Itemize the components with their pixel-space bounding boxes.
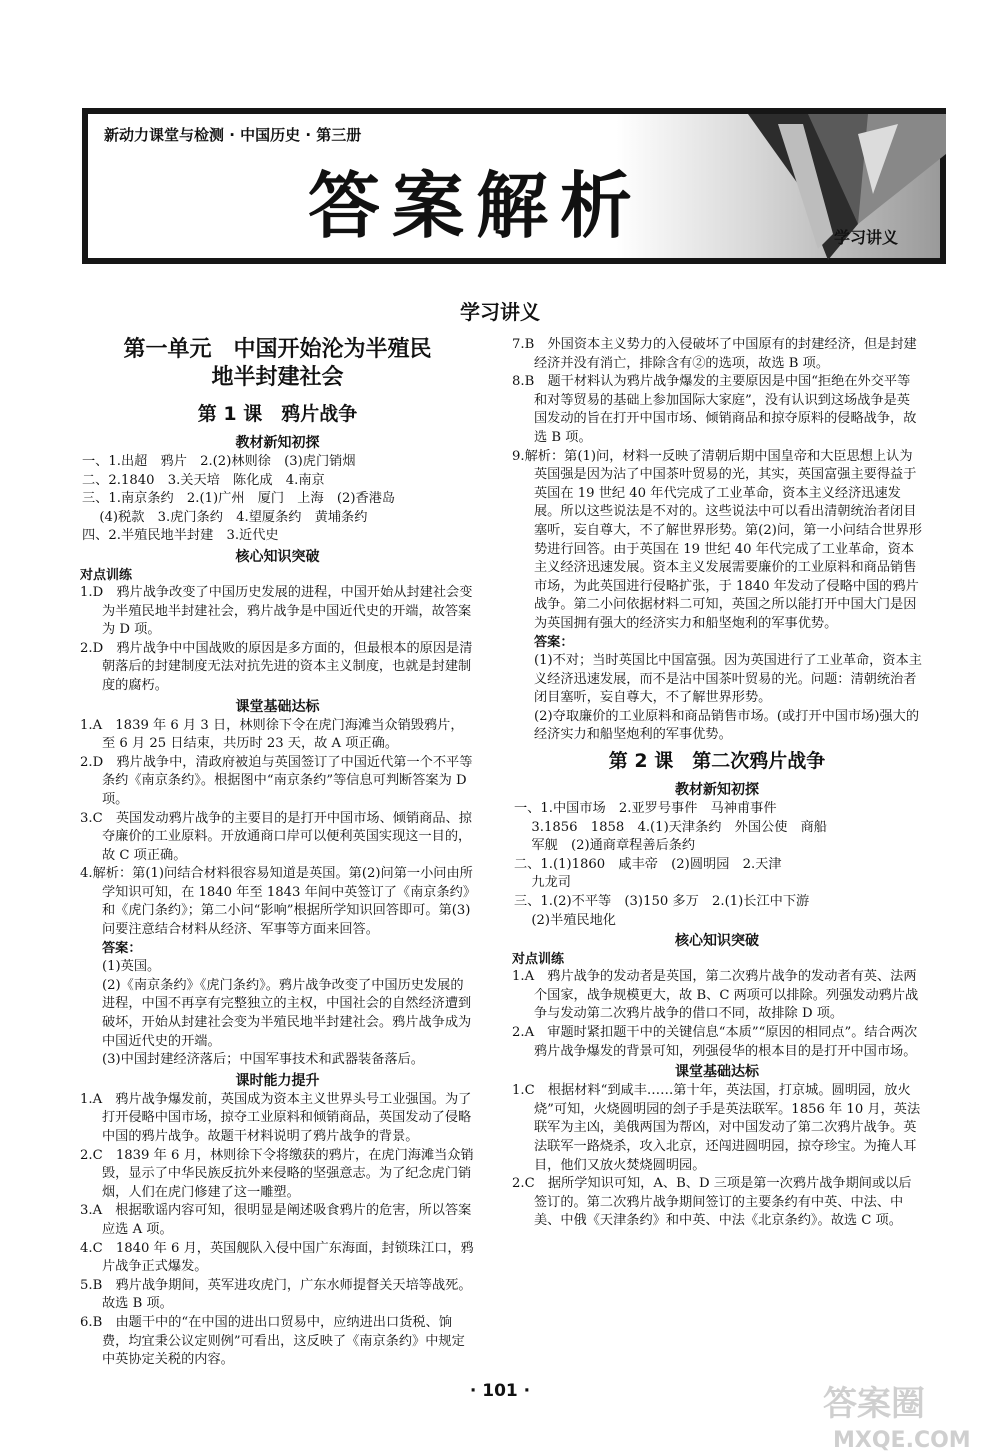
answer-item: 1.C 根据材料“到咸丰……第十年，英法国，打京城。圆明园，放火烧”可知，火烧圆明园的刽子手是英法联军。1856 年 10 月，英法联军为主凶，美俄两国为帮凶，对中国发动了第二次鸦片战争。英法联军一路烧杀，攻入北京，还闯进圆明园，掠夺珍宝。为掩人耳目，他们又放火焚烧圆明园。: [512, 1083, 921, 1173]
fill-line: 二、2.1840 3.关天培 陈化成 4.南京: [82, 472, 325, 488]
left-column: [80, 336, 475, 1370]
training-tag: 对点训练: [80, 567, 133, 583]
core-knowledge-head: 核心知识突破: [675, 933, 759, 950]
answer-label-line: [80, 940, 475, 959]
fill-line: 一、1.中国市场 2.亚罗号事件 马神甫事件: [514, 801, 777, 817]
answer-item: 9.解析：第(1)问，材料一反映了清朝后期中国皇帝和大臣思想上认为英国强是因为沾了中国茶叶贸易的光，其实，英国富强主要得益于英国在 19 世纪 40 年代完成了工业革命，资本主义经济迅速发展。所以这些说法是不对的。这些说法中可以看出清朝统治者闭目塞听，妄自尊大，不了解世界形势。第(2)问，第一小问结合世界形势进行回答。由于英国在 19 世纪 40 年代完成了工业革命，资本主义经济迅速发展。资本主义发展需要廉价的工业原料和商品销售市场，为此英国进行侵略扩张，于 1840 年发动了侵略中国的鸦片战争。第二小问依据材料二可知，英国之所以能打开中国大门是因为英国拥有强大的经济实力和船坚炮利的军事优势。: [512, 448, 922, 631]
unit-title-line-2: 地半封建社会: [211, 365, 344, 390]
answer-item: 1.A 鸦片战争的发动者是英国，第二次鸦片战争的发动者有英、法两个国家，战争规模更大，故 B、C 两项可以排除。列强发动鸦片战争与发动第二次鸦片战争的借口不同，故排除 D 项。: [512, 969, 919, 1022]
answer-label: 答案：: [534, 634, 574, 650]
unit-title-line-1: 第一单元 中国开始沦为半殖民: [123, 337, 432, 362]
answer-item: 3.C 英国发动鸦片战争的主要目的是打开中国市场、倾销商品、掠夺廉价的工业原料。开放通商口岸可以便利英国实现这一目的，故 C 项正确。: [80, 810, 472, 863]
fill-line: 三、1.(2)不平等 (3)150 多万 2.(1)长江中下游: [514, 894, 810, 910]
classroom-head: 课堂基础达标: [675, 1064, 759, 1081]
fill-line: 一、1.出超 鸦片 2.(2)林则徐 (3)虎门销烟: [82, 454, 356, 469]
answer-item: 8.B 题干材料认为鸦片战争爆发的主要原因是中国“拒绝在外交平等和对等贸易的基础上参加国际大家庭”，没有认识到这场战争是英国发动的旨在打开中国市场、倾销商品和掠夺原料的侵略战争，故选 B 项。: [512, 374, 917, 445]
fill-line: (2)半殖民地化: [514, 912, 616, 928]
answer-item: 1.D 鸦片战争改变了中国历史发展的进程，中国开始从封建社会变为半殖民地半封建社会，鸦片战争是中国近代史的开端，故答案为 D 项。: [80, 584, 473, 638]
answer-text: (3)中国封建经济落后；中国军事技术和武器装备落后。: [102, 1052, 424, 1068]
decorative-shape-icon: [708, 114, 946, 260]
classroom-head: 课堂基础达标: [235, 698, 320, 715]
fill-line: 三、1.南京条约 2.(1)广州 厦门 上海 (2)香港岛: [82, 491, 396, 507]
answer-title: 答案解析: [308, 164, 645, 248]
fill-line: 九龙司: [514, 875, 571, 891]
answer-item: 2.C 据所学知识可知，A、B、D 三项是第一次鸦片战争期间或以后签订的。第二次鸦片战争期间签订的主要条约有中英、中法、中美、中俄《天津条约》和中英、中法《北京条约》。故选 C 项。: [512, 1176, 912, 1229]
answer-item: 3.A 根据歌谣内容可知，很明显是阐述吸食鸦片的危害，所以答案应选 A 项。: [80, 1203, 472, 1237]
header-banner: [82, 108, 946, 264]
fill-line: 二、1.(1)1860 咸丰帝 (2)圆明园 2.天津: [514, 856, 782, 872]
unit-title: [80, 336, 475, 392]
fill-line: 3.1856 1858 4.(1)天津条约 外国公使 商船: [514, 819, 827, 835]
answer-item: 2.C 1839 年 6 月，林则徐下令将缴获的鸦片，在虎门海滩当众销毁，显示了中华民族反抗外来侵略的坚强意志。为了纪念虎门销烟，人们在虎门修建了这一雕塑。: [80, 1147, 474, 1200]
new-knowledge-head: 教材新知初探: [235, 435, 320, 451]
series-title: 新动力课堂与检测 · 中国历史 · 第三册: [104, 126, 362, 144]
answer-label-line: [512, 634, 922, 653]
answer-item: 2.D 鸦片战争中，清政府被迫与英国签订了中国近代第一个不平等条约《南京条约》。根据图中“南京条约”等信息可判断答案为 D 项。: [80, 754, 473, 807]
header-banner-inner: [88, 114, 940, 258]
answer-item: 2.D 鸦片战争中中国战败的原因是多方面的，但最根本的原因是清朝落后的封建制度无法对抗先进的资本主义制度，也就是封建制度的腐朽。: [80, 640, 473, 693]
watermark-logo-icon: [815, 1375, 995, 1455]
answer-label: 答案：: [102, 940, 142, 956]
page-number: · 101 ·: [469, 1381, 531, 1401]
answer-item: 4.解析：第(1)问结合材料很容易知道是英国。第(2)问第一小问由所学知识可知，在 1840 年至 1843 年间中英签订了《南京条约》和《虎门条约》；第二小问“影响”根据所学知识回答即可。第(3)问要注意结合材料从经济、军事等方面来回答。: [80, 866, 473, 938]
answer-item: 2.A 审题时紧扣题干中的关键信息“本质”“原因的相同点”。结合两次鸦片战争爆发的背景可知，列强侵华的根本目的是打开中国市场。: [512, 1025, 918, 1059]
lesson-1-title: 第 1 课 鸦片战争: [197, 403, 358, 425]
answer-text: (2)夺取廉价的工业原料和商品销售市场。(或打开中国市场)强大的经济实力和船坚炮利的军事优势。: [534, 708, 920, 743]
ability-head: 课时能力提升: [235, 1072, 320, 1089]
answer-text: (1)英国。: [102, 959, 161, 975]
fill-line: (4)税款 3.虎门条约 4.望厦条约 黄埔条约: [82, 509, 368, 525]
watermark-line-1: 答案圈: [823, 1384, 925, 1424]
core-knowledge-head: 核心知识突破: [235, 548, 320, 565]
answer-item: 1.A 1839 年 6 月 3 日，林则徐下令在虎门海滩当众销毁鸦片，至 6 月 25 日结束，共历时 23 天，故 A 项正确。: [80, 717, 464, 752]
watermark-line-2: MXQE.COM: [833, 1428, 971, 1453]
answer-item: 1.A 鸦片战争爆发前，英国成为资本主义世界头号工业强国。为了打开侵略中国市场，掠夺工业原料和倾销商品，英国发动了侵略中国的鸦片战争。故题干材料说明了鸦片战争的背景。: [80, 1091, 472, 1144]
answer-text: (2)《南京条约》《虎门条约》。鸦片战争改变了中国历史发展的进程，中国不再享有完整独立的主权，中国社会的自然经济遭到破坏，开始从封建社会变为半殖民地半封建社会。鸦片战争成为中国近代史的开端。: [102, 977, 472, 1049]
answer-item: 7.B 外国资本主义势力的入侵破坏了中国原有的封建经济，但是封建经济并没有消亡，排除含有②的选项，故选 B 项。: [512, 337, 917, 371]
answer-item: 4.C 1840 年 6 月，英国舰队入侵中国广东海面，封锁珠江口，鸦片战争正式爆发。: [80, 1240, 474, 1275]
banner-tag: 学习讲义: [833, 228, 898, 247]
fill-line: 四、2.半殖民地半封建 3.近代史: [82, 528, 279, 544]
fill-line: 军舰 (2)通商章程善后条约: [514, 838, 696, 854]
section-title: 学习讲义: [460, 300, 540, 324]
training-tag: 对点训练: [512, 952, 565, 968]
right-column: [512, 336, 922, 1231]
new-knowledge-head: 教材新知初探: [675, 782, 759, 799]
lesson-2-title: 第 2 课 第二次鸦片战争: [608, 750, 826, 773]
answer-text: (1)不对；当时英国比中国富强。因为英国进行了工业革命，资本主义经济迅速发展，而不是沾中国茶叶贸易的光。问题：清朝统治者闭目塞听，妄自尊大，不了解世界形势。: [534, 653, 922, 706]
answer-item: 6.B 由题干中的“在中国的进出口贸易中，应纳进出口货税、饷费，均宜秉公议定则例”可看出，这反映了《南京条约》中规定中英协定关税的内容。: [80, 1314, 465, 1368]
answer-item: 5.B 鸦片战争期间，英军进攻虎门，广东水师提督关天培等战死。故选 B 项。: [80, 1277, 472, 1312]
